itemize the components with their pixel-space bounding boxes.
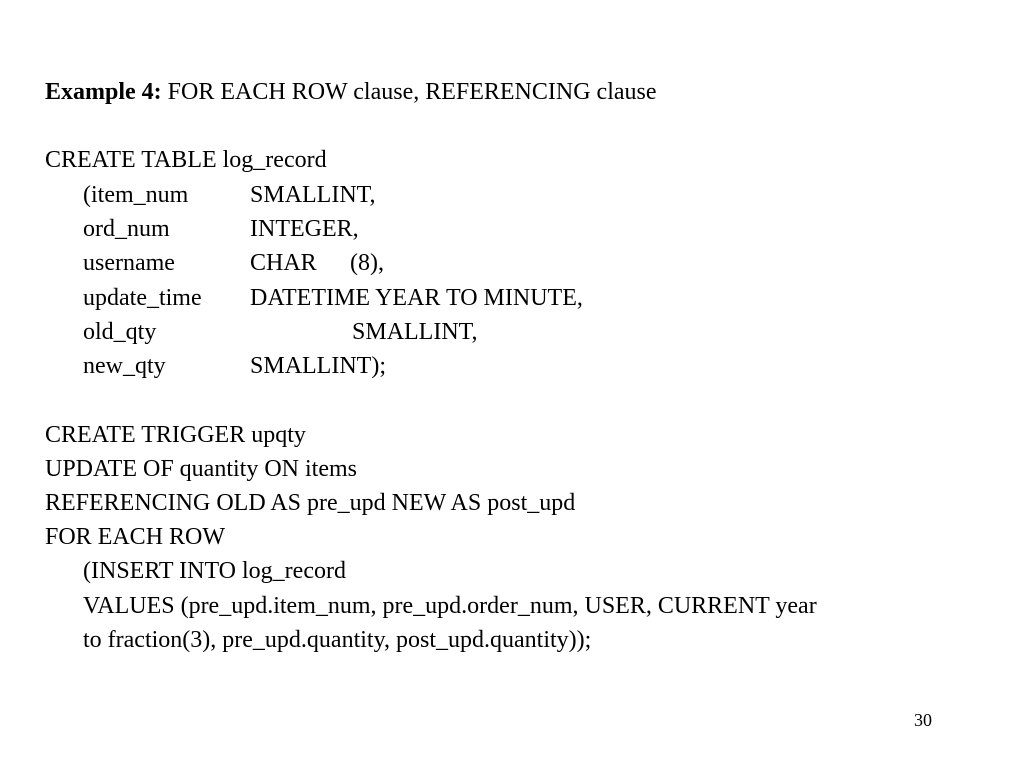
column-name: username — [83, 250, 175, 276]
column-type: DATETIME YEAR TO MINUTE, — [250, 285, 583, 311]
example-description: FOR EACH ROW clause, REFERENCING clause — [167, 79, 657, 105]
create-table-header: CREATE TABLE log_record — [45, 147, 327, 173]
page-number: 30 — [914, 710, 932, 730]
trigger-line: VALUES (pre_upd.item_num, pre_upd.order_num, USER, CURRENT year — [83, 593, 817, 619]
column-type: CHAR — [250, 250, 317, 276]
column-type: SMALLINT, — [352, 319, 478, 345]
trigger-line: UPDATE OF quantity ON items — [45, 456, 357, 482]
column-type: SMALLINT, — [250, 182, 376, 208]
trigger-line: CREATE TRIGGER upqty — [45, 422, 306, 448]
column-name: ord_num — [83, 216, 170, 242]
column-name: new_qty — [83, 353, 166, 379]
trigger-line: (INSERT INTO log_record — [83, 558, 346, 584]
trigger-line: REFERENCING OLD AS pre_upd NEW AS post_upd — [45, 490, 576, 516]
slide-title — [45, 78, 657, 106]
column-name: old_qty — [83, 319, 157, 345]
trigger-line: FOR EACH ROW — [45, 524, 226, 550]
column-name: update_time — [83, 285, 202, 311]
column-size: (8), — [350, 250, 384, 276]
column-name: (item_num — [83, 182, 189, 208]
column-type: SMALLINT); — [250, 353, 386, 379]
example-label: Example 4: — [45, 79, 162, 105]
column-type: INTEGER, — [250, 216, 359, 242]
trigger-line: to fraction(3), pre_upd.quantity, post_upd.quantity)); — [83, 627, 592, 653]
